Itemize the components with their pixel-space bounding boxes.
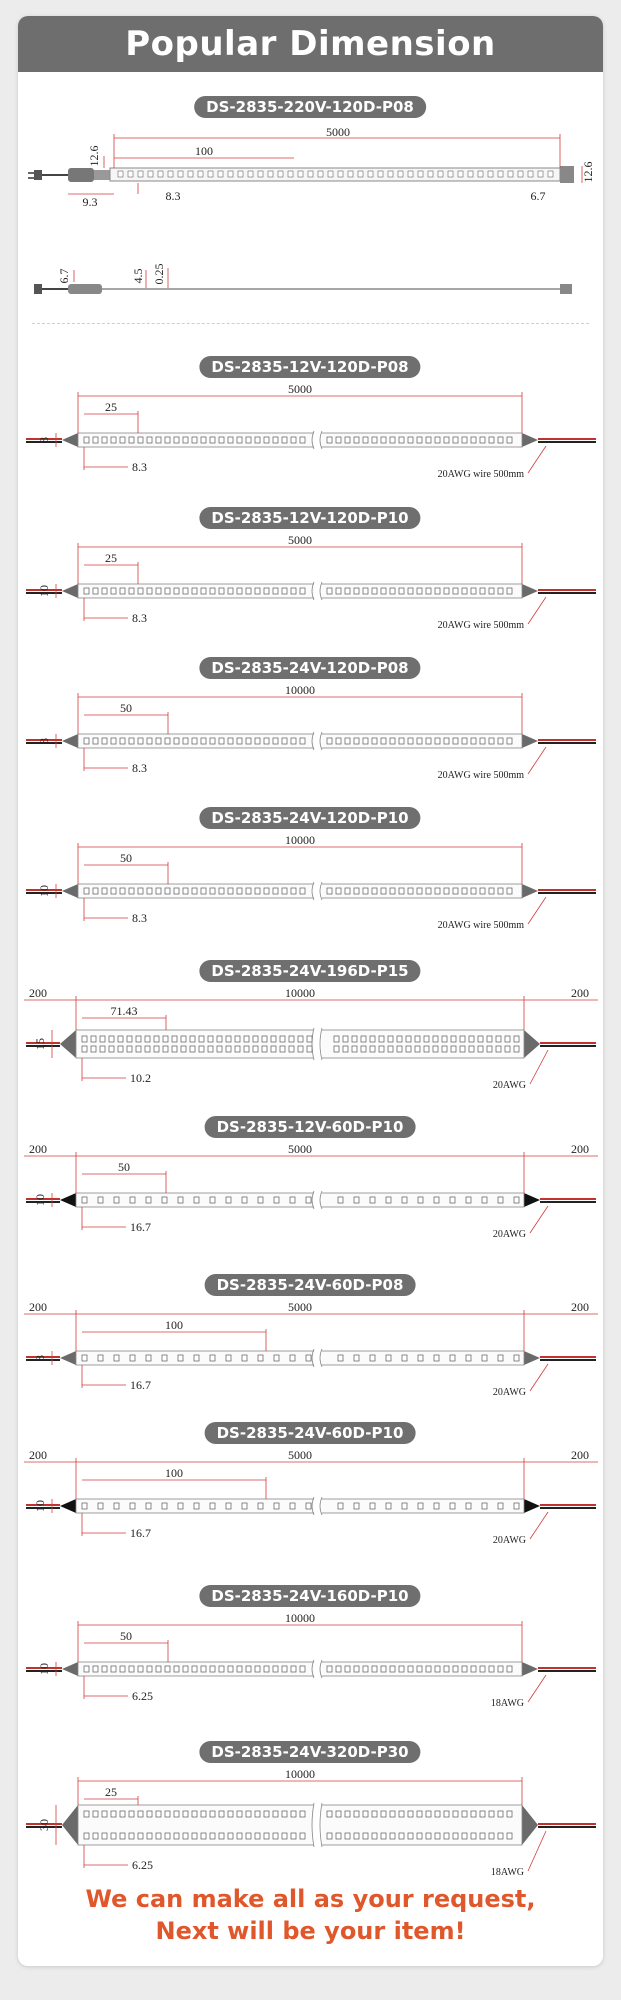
side-drawing (18, 248, 603, 318)
dimension-drawing (18, 128, 603, 228)
height-dimension: 10 (33, 1194, 47, 1206)
length-dimension: 10000 (285, 986, 315, 1000)
wire-note: 20AWG (492, 1387, 526, 1398)
length-dimension: 10000 (285, 1767, 315, 1781)
model-label: DS-2835-24V-60D-P08 (205, 1274, 416, 1296)
led-dimension: 8.3 (132, 761, 147, 775)
led-dimension: 8.3 (132, 911, 147, 925)
model-label: DS-2835-220V-120D-P08 (194, 96, 426, 118)
model-label: DS-2835-24V-196D-P15 (199, 960, 420, 982)
height-dimension: 10 (37, 585, 51, 597)
lead-length-dimension: 200 (571, 1448, 589, 1462)
model-label: DS-2835-24V-160D-P10 (199, 1585, 420, 1607)
pitch-dimension: 50 (120, 851, 132, 865)
length-dimension: 5000 (288, 1142, 312, 1156)
model-label: DS-2835-24V-320D-P30 (199, 1741, 420, 1763)
length-dimension: 5000 (288, 1300, 312, 1314)
footer-line: We can make all as your request, (85, 1885, 536, 1913)
dimension-drawing (18, 1767, 603, 1882)
length-dimension: 5000 (288, 382, 312, 396)
pitch-dimension: 50 (120, 1629, 132, 1643)
lead-length-dimension: 200 (29, 1448, 47, 1462)
dimension-drawing (18, 1300, 603, 1415)
model-label: DS-2835-12V-120D-P08 (199, 356, 420, 378)
length-dimension: 5000 (326, 128, 350, 139)
wire-note: 20AWG wire 500mm (437, 920, 524, 931)
length-dimension: 5000 (288, 1448, 312, 1462)
height-dimension: 10 (37, 885, 51, 897)
led-dimension: 8.3 (132, 611, 147, 625)
height-dimension: 30 (37, 1819, 51, 1831)
model-label: DS-2835-12V-120D-P10 (199, 507, 420, 529)
led-dimension: 16.7 (130, 1220, 151, 1234)
end-dimension: 6.7 (530, 189, 546, 203)
model-label: DS-2835-24V-120D-P10 (199, 807, 420, 829)
wire-note: 20AWG wire 500mm (437, 770, 524, 781)
thickness-dimension: 0.25 (152, 263, 166, 285)
wire-note: 18AWG (490, 1698, 524, 1709)
wire-note: 20AWG (492, 1080, 526, 1091)
footer-message (18, 1883, 603, 1947)
pitch-dimension: 100 (195, 144, 213, 158)
lead-length-dimension: 200 (29, 1300, 47, 1314)
end-height-dimension: 12.6 (581, 161, 595, 183)
pitch-dimension: 100 (165, 1466, 183, 1480)
wire-note: 20AWG (492, 1535, 526, 1546)
model-label: DS-2835-12V-60D-P10 (205, 1116, 416, 1138)
led-dimension: 6.25 (132, 1858, 153, 1872)
led-dimension: 6.25 (132, 1689, 153, 1703)
divider (32, 323, 589, 324)
model-label: DS-2835-24V-120D-P08 (199, 657, 420, 679)
model-label: DS-2835-24V-60D-P10 (205, 1422, 416, 1444)
wire-note: 20AWG (492, 1229, 526, 1240)
lead-length-dimension: 200 (29, 1142, 47, 1156)
led-dimension: 10.2 (130, 1071, 151, 1085)
length-dimension: 10000 (285, 683, 315, 697)
product-card (18, 16, 603, 1966)
dimension-drawing (18, 1611, 603, 1726)
led-dimension: 8.3 (132, 460, 147, 474)
height-dimension: 15 (33, 1038, 47, 1050)
wire-note: 20AWG wire 500mm (437, 469, 524, 480)
height-dimension: 8 (33, 1355, 47, 1361)
side-height-dimension: 6.7 (57, 268, 71, 284)
wire-note: 20AWG wire 500mm (437, 620, 524, 631)
pitch-dimension: 50 (118, 1160, 130, 1174)
dimension-drawing (18, 986, 603, 1101)
height-dimension: 8 (37, 437, 51, 443)
lead-length-dimension: 200 (571, 1142, 589, 1156)
pitch-dimension: 100 (165, 1318, 183, 1332)
pitch-dimension: 25 (105, 551, 117, 565)
dimension-drawing (18, 833, 603, 948)
length-dimension: 10000 (285, 1611, 315, 1625)
lead-length-dimension: 200 (29, 986, 47, 1000)
led-dimension: 16.7 (130, 1378, 151, 1392)
plug-dimension: 9.3 (82, 195, 98, 209)
header-bar (18, 16, 603, 72)
length-dimension: 5000 (288, 533, 312, 547)
dimension-drawing (18, 1142, 603, 1257)
pitch-dimension: 50 (120, 701, 132, 715)
height-dimension: 10 (37, 1663, 51, 1675)
page-title: Popular Dimension (125, 24, 496, 64)
dimension-drawing (18, 1448, 603, 1563)
led-dimension: 16.7 (130, 1526, 151, 1540)
pitch-dimension: 25 (105, 400, 117, 414)
cable-height-dimension: 4.5 (131, 268, 145, 284)
height-dimension: 10 (33, 1500, 47, 1512)
height-dimension: 8 (37, 738, 51, 744)
pitch-dimension: 71.43 (110, 1004, 138, 1018)
pitch-dimension: 25 (105, 1785, 117, 1799)
dimension-drawing (18, 683, 603, 798)
length-dimension: 10000 (285, 833, 315, 847)
led-dimension: 8.3 (165, 189, 181, 203)
footer-line: Next will be your item! (155, 1917, 466, 1945)
lead-length-dimension: 200 (571, 986, 589, 1000)
lead-length-dimension: 200 (571, 1300, 589, 1314)
wire-note: 18AWG (490, 1867, 524, 1878)
dimension-drawing (18, 533, 603, 648)
height-dimension: 12.6 (87, 145, 101, 167)
dimension-drawing (18, 382, 603, 497)
